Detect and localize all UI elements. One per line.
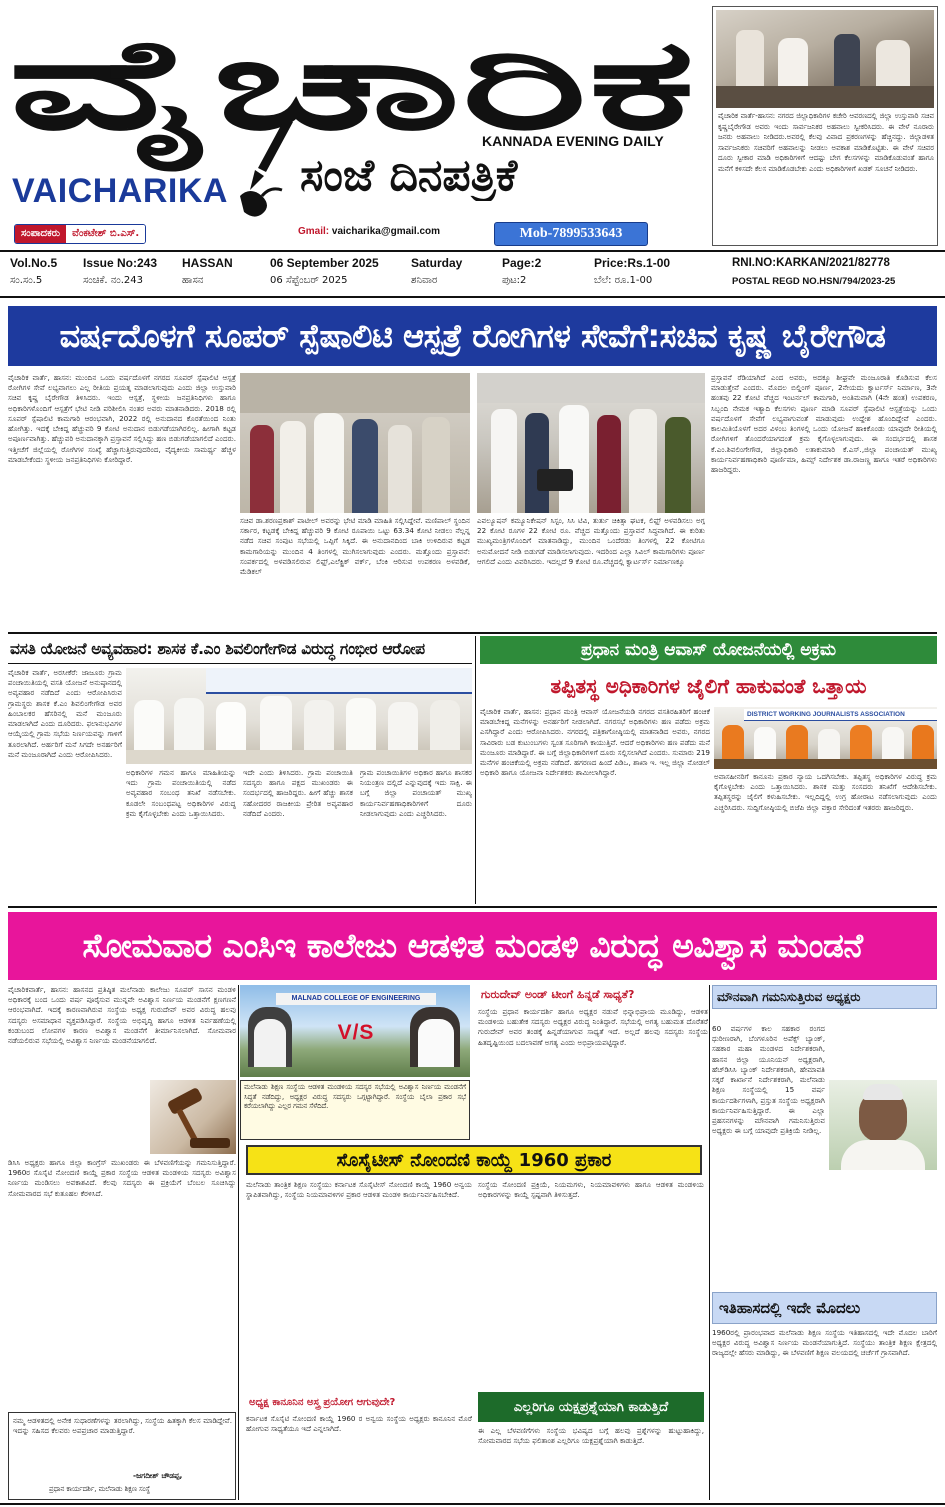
sub1-text: ಸಂಸ್ಥೆಯ ಪ್ರಧಾನ ಕಾರ್ಯದರ್ಶಿ ಹಾಗೂ ಅಧ್ಯಕ್ಷರ ನಡುವೆ ಭಿನ್ನಾಭಿಪ್ರಾಯ ಮೂಡಿದ್ದು, ಆಡಳಿತ ಮಂಡಳಿಯ ಬಹುತೇಕ ಸದಸ್ಯರು ಅಧ್ಯಕ್ಷರ ವಿರುದ್ಧ ನಿಂತಿದ್ದಾರೆ. ಸಭೆಯಲ್ಲಿ ಅಗತ್ಯ ಬಹುಮತ ದೊರೆತರೆ ಗುರುದೇವ್ ಅವರ ತಂಡಕ್ಕೆ ಹಿನ್ನಡೆಯಾಗುವ ಸಾಧ್ಯತೆ ಇದೆ. ಅಲ್ಲದೆ ಹಲವು ಸದಸ್ಯರು ಸಂಸ್ಥೆಯ ಹಿತದೃಷ್ಟಿಯಿಂದ ಬದಲಾವಣೆ ಅಗತ್ಯ ಎಂದು ಅಭಿಪ್ರಾಯಪಟ್ಟಿದ್ದಾರೆ. [478,1007,708,1047]
sub6-text: 1960ರಲ್ಲಿ ಪ್ರಾರಂಭವಾದ ಮಲೆನಾಡು ಶಿಕ್ಷಣ ಸಂಸ್ಥೆಯ ಇತಿಹಾಸದಲ್ಲಿ ಇದೇ ಮೊದಲ ಬಾರಿಗೆ ಅಧ್ಯಕ್ಷರ ವಿರುದ್ಧ ಅವಿಶ್ವಾಸ ನಿರ್ಣಯ ಮಂಡನೆಯಾಗುತ್ತಿದೆ. ಸಂಸ್ಥೆಯು ತಾಂತ್ರಿಕ ಶಿಕ್ಷಣ ಕ್ಷೇತ್ರದಲ್ಲಿ ರಾಜ್ಯದಲ್ಲೇ ಹೆಸರು ಮಾಡಿದ್ದು, ಈ ಬೆಳವಣಿಗೆ ಶಿಕ್ಷಣ ವಲಯದಲ್ಲಿ ಚರ್ಚೆಗೆ ಗ್ರಾಸವಾಗಿದೆ. [712,1328,937,1358]
divider-2 [8,906,937,908]
sub5-text: 60 ವರ್ಷಗಳ ಕಾಲ ಸಹಕಾರ ರಂಗದ ಧುರೀಣರಾಗಿ, ಬೆಂಗಳೂರಿನ ಅಪೆಕ್ಸ್ ಬ್ಯಾಂಕ್, ಸಹಕಾರ ಮಹಾ ಮಂಡಳದ ನಿರ್ದೇಶಕರಾಗಿ, ಹಾಸನ ಜಿಲ್ಲಾ ಯೂನಿಯನ್ ಅಧ್ಯಕ್ಷರಾಗಿ, ಹೆಚ್‌ಡಿಸಿಸಿ ಬ್ಯಾಂಕ್ ನಿರ್ದೇಶಕರಾಗಿ, ಹೇಮಾವತಿ ಸಕ್ಕರೆ ಕಾರ್ಖಾನೆ ನಿರ್ದೇಶಕರಾಗಿ, ಮಲೆನಾಡು ಶಿಕ್ಷಣ ಸಂಸ್ಥೆಯಲ್ಲಿ 15 ವರ್ಷ ಕಾರ್ಯದರ್ಶಿಗಳಾಗಿ, ಪ್ರಸ್ತುತ ಸಂಸ್ಥೆಯ ಅಧ್ಯಕ್ಷರಾಗಿ ಕಾರ್ಯನಿರ್ವಹಿಸುತ್ತಿದ್ದಾರೆ. ಈ ಎಲ್ಲಾ ಪ್ರಹಸನಗಳನ್ನು ಮೌನವಾಗಿ ಗಮನಿಸುತ್ತಿರುವ ಅಧ್ಯಕ್ಷರು ಈ ಬಗ್ಗೆ ಯಾವುದೇ ಪ್ರತಿಕ್ರಿಯೆ ನೀಡಿಲ್ಲ. [712,1024,825,1136]
article3-headline1: ಪ್ರಧಾನ ಮಂತ್ರಿ ಆವಾಸ್ ಯೋಜನೆಯಲ್ಲಿ ಅಕ್ರಮ [480,636,937,664]
article1-col2: ಸಚಿವ ಡಾ.ಶರಣಪ್ರಕಾಶ್ ಪಾಟೀಲ್ ಅವರನ್ನು ಭೇಟಿ ಮಾಡಿ ಮಾಹಿತಿ ಸಲ್ಲಿಸಿದ್ದೇವೆ. ಮಣಿಪಾಲ್ ಸ್ಥಂದಿನ ಸರ್ಕಾರ, ಕಟ್ಟಡಕ್ಕೆ ಬೇಕಿದ್ದ ಹೆಚ್ಚುವರಿ 9 ಕೋಟಿ ರೂಪಾಯಿ ಒಟ್ಟು 63.34 ಕೋಟಿ ನೀಡಲು ನೆಲ್ಲನ್ನ ನಡೆದ ಸಚಿವ ಸಂಪುಟ ಸಭೆಯಲ್ಲಿ ಒಪ್ಪಿಗೆ ಸಿಕ್ಕಿದೆ. ಈ ಅನುದಾನದಿಂದ ಬಾಕಿ ಉಳಿದಿರುವ ಕಟ್ಟಡ ಕಾಮಗಾರಿಯನ್ನು ಮುಂದಿನ 4 ತಿಂಗಳಲ್ಲಿ ಮುಗಿಸಲಾಗುವುದು ಎಂದರು. ಮತ್ತೊಂದು ಪ್ರಸ್ತಾವನೆ: ಸಂಪರ್ಕದಲ್ಲಿ ಅಳವಡಿಸಲಿರುವ ಲಿಫ್ಟ್,ಎಲೆಕ್ಟ್ರಿಕ್ ವರ್ಕ್, ಬೆಂಕಿ ಆರಿಸುವ ಉಪಕರಣ ಅಳವಡಿಕೆ, ಮೆಡಿಕಲ್ [240,516,470,577]
editor-badge [14,224,146,244]
article1-col1: ವೈಚಾರಿಕ ವಾರ್ತೆ, ಹಾಸನ: ಮುಂದಿನ ಒಂದು ವರ್ಷದೊಳಗೆ ನಗರದ ಸೂಪರ್ ಸ್ಪೆಷಾಲಿಟಿ ಆಸ್ಪತ್ರೆ ರೋಗಿಗಳ ಸೇವೆ ಲಭ್ಯವಾಗಲು ಎಲ್ಲ ರೀತಿಯ ಪ್ರಯತ್ನ ಮಾಡಲಾಗುವುದು ಎಂದು ಜಿಲ್ಲಾ ಉಸ್ತುವಾರಿ ಸಚಿವ ಕೃಷ್ಣ ಬೈರೇಗೌಡ ತಿಳಿಸಿದರು. ಇಂದು ಆಸ್ಪತ್ರೆ, ಸ್ಥಳೀಯ ಜನಪ್ರತಿನಿಧಿಗಳು ಹಾಗೂ ಅಧಿಕಾರಿಗಳೊಂದಿಗೆ ಆಸ್ಪತ್ರೆಗೆ ಭೇಟಿ ನೀಡಿ ಪರಿಶೀಲಿಸಿ ನಂತರ ಅವರು ಮಾತನಾಡಿದರು. 2018 ರಲ್ಲಿ ಸೂಪರ್ ಸ್ಪೆಷಾಲಿಟಿ ಕಾಮಗಾರಿ ಆರಂಭವಾಗಿ, 2022 ರಲ್ಲಿ ಅನುದಾನದ ಕೊರತೆಯಿಂದ ನಿಂತು ಹೋಗಿತ್ತು. ಇದಕ್ಕೆ ಬೇಕಿದ್ದ ಹೆಚ್ಚುವರಿ 9 ಕೋಟಿ ಅನುದಾನ ಬಿಡುಗಡೆಯಾಗಿರಲಿಲ್ಲ. ಹೀಗಾಗಿ ಕಟ್ಟಡ ಅಪೂರ್ಣವಾಗಿತ್ತು. ಹೆಚ್ಚುವರಿ ಅನುದಾನಕ್ಕಾಗಿ ಪ್ರಸ್ತಾವನೆ ಸಲ್ಲಿಸಿದ್ದು ಹಣ ಬಿಡುಗಡೆಯಾಗಲಿದೆ ಎಂದರು. ಇತ್ತೀಚೆಗೆ ಜಿಲ್ಲೆಯಲ್ಲಿ ರೋಗಿಗಳ ಸಂಖ್ಯೆ ಹೆಚ್ಚಾಗುತ್ತಿರುವುದರಿಂದ, ವೈದ್ಯಕೀಯ ಸಾಮರ್ಥ್ಯ ಹೆಚ್ಚಳ ಮಾಡಬೇಕೆಂದು ಸ್ಥಳೀಯ ಜನಪ್ರತಿನಿಧಿಗಳು ಕೋರಿದ್ದಾರೆ. [8,373,236,464]
quote-box-sign2: ಪ್ರಧಾನ ಕಾರ್ಯದರ್ಶಿ, ಮಲೆನಾಡು ಶಿಕ್ಷಣ ಸಂಸ್ಥೆ [49,1485,151,1493]
article1-col3: ಎವಲ್ಯೂಷನ್ ಕಮ್ಯೂನಿಕೇಷನ್ ಸಿಸ್ಟಂ, ಸಿಸಿ ಟಿವಿ, ತುರ್ತು ಚಿಕಿತ್ಸಾ ಘಟಕ, ಲಿಫ್ಟ್ ಅಳವಡಿಸಲು ಅಗ್ಗ 22 ಕೋಟಿ ರೂಗಳ 22 ಕೋಟಿ ರೂ. ವೆಚ್ಚದ ಮತ್ತೊಂದು ಪ್ರಸ್ತಾವನೆ ಸಿದ್ಧವಾಗಿದೆ. ಈ ಕುರಿತು ಮುಖ್ಯಮಂತ್ರಿಗಳೊಂದಿಗೆ ಮಾತನಾಡಿದ್ದು, ಮುಂದಿನ ಒಂದೆರಡು ತಿಂಗಳಲ್ಲಿ 22 ಕೋಟಿಗೂ ಅನುಮೋದನೆ ನೀಡಿ ಬಿಡುಗಡೆ ಮಾಡಿಸಲಾಗುವುದು. ಇದರಿಂದ ಎಲ್ಲಾ ಸಿವಿಲ್ ಕಾಮಗಾರಿಗಳು ಪೂರ್ಣ ಆಗಲಿದೆ ಎಂದು ವಿವರಿಸಿದರು. ಇದಲ್ಲದೆ 9 ಕೋಟಿ ರೂ.ವೆಚ್ಚದಲ್ಲಿ ಕ್ವಾರ್ಟರ್ಸ್ ನಿರ್ಮಾಣಕ್ಕೂ [477,516,705,566]
article2-col1: ವೈಚಾರಿಕ ವಾರ್ತೆ, ಅರಸೀಕೆರೆ: ಜಾಜೂರು ಗ್ರಾಮ ಪಂಚಾಯಿತಿಯಲ್ಲಿ ವಸತಿ ಯೋಜನೆ ಅನುಷ್ಠಾನದಲ್ಲಿ ಅವ್ಯವಹಾರ ನಡೆದಿದೆ ಎಂದು ಆರೋಪಿಸಿರುವ ಗ್ರಾಮಸ್ಥರು ಶಾಸಕ ಕೆ.ಎಂ ಶಿವಲಿಂಗೇಗೌಡ ಅವರ ಹಿಂಬಾಲಕರ ಹೆಸರಿನಲ್ಲಿ ಮನೆ ಮಂಜೂರು ಮಾಡಲಾಗಿದೆ ಎಂದು ದೂರಿದರು. ಫಲಾನುಭವಿಗಳ ಆಯ್ಕೆಯಲ್ಲಿ ಗ್ರಾಮ ಸಭೆಯ ನಿರ್ಣಯವನ್ನು ಗಾಳಿಗೆ ತೂರಲಾಗಿದೆ. ಅರ್ಹರಿಗೆ ಮನೆ ಸಿಗದೇ ಅನರ್ಹರಿಗೆ ಮನೆ ಮಂಜೂರಾಗಿದೆ ಎಂದು ಆರೋಪಿಸಿದರು. [8,668,122,759]
sub3-headline: ಅಧ್ಯಕ್ಷ ಕಾನೂನಿನ ಅಸ್ತ್ರ ಪ್ರಯೋಗ ಆಗುವುದೇ? [249,1396,396,1408]
sub3-text: ಕರ್ನಾಟಕ ಸೊಸೈಟಿ ನೋಂದಣಿ ಕಾಯ್ದೆ 1960 ರ ಅನ್ವಯ ಸಂಸ್ಥೆಯ ಅಧ್ಯಕ್ಷರು ಕಾನೂನಿನ ಮೊರೆ ಹೋಗುವ ಸಾಧ್ಯತೆಯೂ ಇದೆ ಎನ್ನಲಾಗಿದೆ. [246,1414,472,1434]
quote-box-text: ನಮ್ಮ ಆಡಳಿತದಲ್ಲಿ ಅನೇಕ ಸುಧಾರಣೆಗಳನ್ನು ತರಲಾಗಿದ್ದು, ಸಂಸ್ಥೆಯ ಹಿತಕ್ಕಾಗಿ ಕೆಲಸ ಮಾಡಿದ್ದೇವೆ. ಇದನ್ನು ಸಹಿಸದ ಕೆಲವರು ಅಪಪ್ರಚಾರ ಮಾಡುತ್ತಿದ್ದಾರೆ. [13,1416,232,1436]
vertical-rule-a4-2 [709,985,710,1500]
editor-name: ವೆಂಕಟೇಶ್ ಬಿ.ಎಸ್. [66,225,145,243]
kannada-evening-daily: KANNADA EVENING DAILY [482,133,664,149]
sub6-headline: ಇತಿಹಾಸದಲ್ಲಿ ಇದೇ ಮೊದಲು [712,1292,937,1324]
page-no: Page:2 [502,256,542,270]
issue-no: Issue No:243 [83,256,158,270]
quote-box [8,1412,236,1500]
top-news-text: ವೈಚಾರಿಕ ವಾರ್ತೆ-ಹಾಸನ: ನಗರದ ಜಿಲ್ಲಾಧಿಕಾರಿಗಳ ಕಚೇರಿ ಆವರಣದಲ್ಲಿ ಜಿಲ್ಲಾ ಉಸ್ತುವಾರಿ ಸಚಿವ ಕೃಷ್ಣಬೈರೇಗೌಡ ಅವರು ಇಂದು ಸಾರ್ವಜನಿಕರ ಅಹವಾಲು ಸ್ವೀಕರಿಸಿದರು. ಈ ವೇಳೆ ನೂರಾರು ಜನರು ಅಹವಾಲು ನೀಡಿದರು.ಅವರಲ್ಲಿ ಕೆಲವು ವಿವಾದ ಪ್ರಕರಣಗಳನ್ನು ಹೆಚ್ಚಿನದ್ದು. ಜಿಲ್ಲಾಡಳಿತ ಸಾರ್ವಜನಿಕರು ಸಚಿವರಿಗೆ ಅಹವಾಲನ್ನು ನೀಡಲು ಅವಕಾಶ ಮಾಡಿಕೊಟ್ಟಿತು. ಈ ವೇಳೆ ಸಚಿವರ ದೂರು ಸ್ವೀಕಾರ ಮಾಡಿ ಅಧಿಕಾರಿಗಳಿಗೆ ಆದಷ್ಟು ಬೇಗ ಕೆಲಸಗಳನ್ನು ಮಾಡಿಕೊಡುವಂತೆ ಹಾಗೂ ಮನೆಗೆ ಕಳಿಸದೇ ಕೆಲಸ ಮಾಡಿಕೊಡಬೇಕು ಎಂದು ಅಧಿಕಾರಿಗಳಿಗೆ ಖಡಕ್ ಸೂಚನೆ ನೀಡಿದರು. [718,112,934,173]
article2-col2: ಅಧಿಕಾರಿಗಳ ಗಮನ ಹಾಗೂ ಮಾಹಿತಿಯನ್ನು ಇದು ಗ್ರಾಮ ಪಂಚಾಯಿತಿಯಲ್ಲಿ ನಡೆದ ಅವ್ಯವಹಾರ ಸಂಬಂಧ ತನಿಖೆ ನಡೆಸಬೇಕು. ಕೂಡಲೇ ಸಂಬಂಧಪಟ್ಟ ಅಧಿಕಾರಿಗಳ ವಿರುದ್ಧ ಕ್ರಮ ಕೈಗೊಳ್ಳಬೇಕು ಎಂದು ಒತ್ತಾಯಿಸಿದರು. [126,768,236,818]
article4-col1: ವೈಚಾರಿಕವಾರ್ತೆ, ಹಾಸನ: ಹಾಸನದ ಪ್ರತಿಷ್ಠಿತ ಮಲೆನಾಡು ಕಾಲೇಜು ಸೂಪರ್ ಸಾಸನ ಮಂಡಳಿ ಅಧಿಕಾರಕ್ಕೆ ಬಂದ ಒಂದು ವರ್ಷ ಪೂರೈಸುವ ಮುನ್ನವೇ ಅವಿಶ್ವಾಸ ನಿರ್ಣಯ ಮಂಡನೆಗೆ ಕ್ಷಣಗಣನೆ ಆರಂಭವಾಗಿದೆ. ಇದಕ್ಕೆ ಕಾರಣವಾಗಿರುವ ಸಂಸ್ಥೆಯ ಅಧ್ಯಕ್ಷ ಗುರುದೇವ್ ಅವರ ವಿರುದ್ಧ ಹಲವು ಸದಸ್ಯರು ಅಸಮಾಧಾನ ವ್ಯಕ್ತಪಡಿಸಿದ್ದಾರೆ. ಸಂಸ್ಥೆಯ ಅಭಿವೃದ್ಧಿ ಹಾಗೂ ಆಡಳಿತ ನಿರ್ವಹಣೆಯಲ್ಲಿ ಕಂಡುಬಂದ ಲೋಪಗಳ ಕಾರಣ ಅವಿಶ್ವಾಸ ಮಂಡನೆಗೆ ತೀರ್ಮಾನಿಸಲಾಗಿದೆ. ಸೋಮವಾರ ನಡೆಯಲಿರುವ ಸಭೆಯಲ್ಲಿ ಅವಿಶ್ವಾಸ ನಿರ್ಣಯ ಮಂಡನೆಯಾಗಲಿದೆ. [8,985,236,1046]
masthead-subtitle-kn: ಸಂಜೆ ದಿನಪತ್ರಿಕೆ [300,150,518,201]
article1-photo1 [240,373,470,513]
masthead-title-kn: ವೈಚಾರಿಕ [8,11,369,158]
bottom-rule [0,1503,945,1505]
college-photo [240,985,470,1077]
article2-headline: ವಸತಿ ಯೋಜನೆ ಅವ್ಯವಹಾರ: ಶಾಸಕ ಕೆ.ಎಂ ಶಿವಲಿಂಗೇಗೌಡ ವಿರುದ್ಧ ಗಂಭೀರ ಆರೋಪ [8,636,472,662]
dateline-en [10,256,710,273]
gmail-label: Gmail: [298,226,330,237]
vertical-rule-mid [475,636,476,904]
rni-no: RNI.NO:KARKAN/2021/82778 [732,257,890,269]
dateline [0,253,945,295]
article3-col2: ಅವಾಸಹೀನರಿಗೆ ಕಾನೂನು ಪ್ರಕಾರ ನ್ಯಾಯ ಒದಗಿಸಬೇಕು. ತಪ್ಪಿತಸ್ಥ ಅಧಿಕಾರಿಗಳ ವಿರುದ್ಧ ಕ್ರಮ ಕೈಗೊಳ್ಳಬೇಕು ಎಂದು ಒತ್ತಾಯಿಸಿದರು. ಶಾಸಕ ಮತ್ತು ಸಂಸದರು ತನಿಖೆಗೆ ಆದೇಶಿಸಬೇಕು. ತಪ್ಪಿತಸ್ಥರನ್ನು ಜೈಲಿಗೆ ಕಳುಹಿಸಬೇಕು. ಇಲ್ಲದಿದ್ದಲ್ಲಿ ಉಗ್ರ ಹೋರಾಟ ನಡೆಸಲಾಗುವುದು ಎಂದು ಎಚ್ಚರಿಸಿದರು. ಸುದ್ದಿಗೋಷ್ಠಿಯಲ್ಲಿ ಬಿಜೆಪಿ ಜಿಲ್ಲಾ ವಕ್ತಾರ ಸೇರಿದಂತೆ ಇತರರು ಹಾಜರಿದ್ದರು. [714,772,937,812]
article1-headline: ವರ್ಷದೊಳಗೆ ಸೂಪರ್ ಸ್ಪೆಷಾಲಿಟಿ ಆಸ್ಪತ್ರೆ ರೋಗಿಗಳ ಸೇವೆಗೆ:ಸಚಿವ ಕೃಷ್ಣ ಬೈರೇಗೌಡ [8,306,937,366]
article3-col1: ವೈಚಾರಿಕ ವಾರ್ತೆ, ಹಾಸನ: ಪ್ರಧಾನ ಮಂತ್ರಿ ಆವಾಸ್ ಯೋಜನೆಯಡಿ ನಗರದ ವಸತಿರಹಿತರಿಗೆ ಹಂಚಿಕೆ ಮಾಡಬೇಕಿದ್ದ ಮನೆಗಳನ್ನು ಅನರ್ಹರಿಗೆ ನೀಡಲಾಗಿದೆ. ನಗರಸಭೆ ಅಧಿಕಾರಿಗಳು ಹಣ ಪಡೆದು ಅಕ್ರಮ ಎಸಗಿದ್ದಾರೆ ಎಂದು ಆರೋಪಿಸಿದರು. ನಗರದಲ್ಲಿ ಪತ್ರಿಕಾಗೋಷ್ಠಿಯಲ್ಲಿ ಮಾತನಾಡಿದ ಅವರು, ನಗರದ ಸಾವಿರಾರು ಬಡ ಕುಟುಂಬಗಳು ಸ್ವಂತ ಸೂರಿಗಾಗಿ ಕಾಯುತ್ತಿವೆ. ಆದರೆ ಅಧಿಕಾರಿಗಳು ಹಣ ಪಡೆದು ಮನೆ ಮಂಜೂರು ಮಾಡಿದ್ದಾರೆ. ಈ ಬಗ್ಗೆ ಜಿಲ್ಲಾಧಿಕಾರಿಗಳಿಗೆ ದೂರು ಸಲ್ಲಿಸಲಾಗಿದೆ ಎಂದರು. ಸುಮಾರು 219 ಮನೆಗಳ ಹಂಚಿಕೆಯಲ್ಲಿ ಅಕ್ರಮ ನಡೆದಿದೆ. ಹಗರಣದ ಹಿಂದೆ ಪಿಡಿಒ, ಶಾಖಾ ಇ. ಇಲ್ಲ ಜಿಲ್ಲಾ ನೋಡಲ್ ಅಧಿಕಾರಿ ಹಾಗೂ ಯೋಜನಾ ನಿರ್ದೇಶಕರು ಶಾಮೀಲಾಗಿದ್ದಾರೆ. [480,707,710,778]
gavel-photo [150,1080,236,1154]
vertical-rule-a4-1 [238,985,239,1500]
city: HASSAN [182,256,233,270]
article3-headline2: ತಪ್ಪಿತಸ್ಥ ಅಧಿಕಾರಿಗಳ ಜೈಲಿಗೆ ಹಾಕುವಂತೆ ಒತ್ತಾಯ [480,669,937,703]
page-no-kn: ಪುಟ:2 [502,275,527,286]
vol-no-kn: ಸಂ.ಸಂ.5 [10,275,43,286]
price-kn: ಬೆಲೆ: ರೂ.1-00 [594,275,653,286]
quote-box-sign: -ಜಗದೀಶ್ ಚೌಡಪ್ಪ, [133,1471,183,1480]
masthead [0,0,710,248]
issue-no-kn: ಸಂಚಿಕೆ. ನಂ.243 [83,275,143,286]
sub5-headline: ಮೌನವಾಗಿ ಗಮನಿಸುತ್ತಿರುವ ಅಧ್ಯಕ್ಷರು [712,985,937,1009]
city-kn: ಹಾಸನ [182,275,204,286]
date-kn: 06 ಸೆಪ್ಟೆಂಬರ್ 2025 [270,275,348,286]
top-news-box [712,6,938,246]
article2-photo [126,668,472,764]
president-photo [829,1080,937,1170]
divider-1 [8,632,937,634]
sub4-headline: ಎಲ್ಲರಿಗೂ ಯಕ್ಷಪ್ರಶ್ನೆಯಾಗಿ ಕಾಡುತ್ತಿದೆ [478,1392,704,1422]
article3-photo-banner: DISTRICT WORKING JOURNALISTS ASSOCIATION [744,709,937,721]
dateline-kn [10,275,710,291]
price: Price:Rs.1-00 [594,256,671,270]
mobile-badge: Mob-7899533643 [494,222,648,246]
top-news-photo [716,10,934,108]
date: 06 September 2025 [270,256,379,270]
article1-col4: ಪ್ರಸ್ತಾವನೆ ರೆಡಿಯಾಗಿದೆ ಎಂದ ಅವರು, ಅದಕ್ಕೂ ಶೀಘ್ರವೇ ಮಂಜೂರಾತಿ ಕೊಡಿಸುವ ಕೆಲಸ ಮಾಡುತ್ತೇವೆ ಎಂದರು. ಮೊದಲ ಬಿಲ್ಡಿಂಗ್ ಪೂರ್ಣ, 2ನೇಯದು ಕ್ವಾರ್ಟರ್ಸ್ ನಿರ್ಮಾಣ, 3ನೇ ಹಂತವು 22 ಕೋಟಿ ವೆಚ್ಚದ ಇಂಟರ್ನಲ್ ಕಾಮಗಾರಿ, ಅಂತಿಮವಾಗಿ (4ನೇ ಹಂತ) ಉಪಕರಣ, ಸಿಬ್ಬಂದಿ ನೇಮಕ ಇತ್ಯಾದಿ ಕೆಲಸಗಳು ಪೂರ್ಣ ಮಾಡಿ ಸೂಪರ್ ಸ್ಪೆಷಾಲಿಟಿ ಆಸ್ಪತ್ರೆಯನ್ನು ಒಂದು ವರ್ಷದೊಳಗೆ ಸೇವೆಗೆ ಲಭ್ಯವಾಗುವಂತೆ ಮಾಡುವುದು ಉದ್ದೇಶ ಹೊಂದಿದ್ದೇವೆ ಎಂದರು. ಕಾಲಮಿತಿಯೊಳಗೆ ಅದರ ವಿಳಂಬ ತಿಂಗಳಲ್ಲಿ ಒಂದು ಯೋಜನೆ ಹಾಕಿಕೊಂಡು ಯಾವುದೇ ರೀತಿಯಲ್ಲಿ ರೋಗಿಗಳಿಗೆ ತೊಂದರೆಯಾಗದಂತೆ ಕ್ರಮ ಕೈಗೊಳ್ಳಲಾಗುವುದು. ಈ ಸಂದರ್ಭದಲ್ಲಿ ಶಾಸಕ ಕೆ.ಎಂ.ಶಿವಲಿಂಗೇಗೌಡ, ಜಿಲ್ಲಾಧಿಕಾರಿ ಲತಾಕುಮಾರಿ ಕೆ.ಎಸ್.,ಜಿಲ್ಲಾ ಪಂಚಾಯತ್ ಮುಖ್ಯ ಕಾರ್ಯನಿರ್ವಹಣಾಧಿಕಾರಿ ಪೂರ್ಣಿಮಾ, ಹಿಮ್ಸ್ ನಿರ್ದೇಶಕ ಡಾ.ರಾಜಣ್ಣ ಹಾಗೂ ಇತರೆ ಅಧಿಕಾರಿಗಳು ಹಾಜರಿದ್ದರು. [711,373,937,474]
article2-head-rule [8,663,472,664]
sub1-headline: ಗುರುದೇವ್ ಅಂಡ್ ಟೀಂಗೆ ಹಿನ್ನಡೆ ಸಾಧ್ಯತೆ? [481,988,635,1001]
gavel-icon [150,1080,236,1154]
sub2-headline: ಸೊಸೈಟೀಸ್ ನೋಂದಣಿ ಕಾಯ್ದೆ 1960 ಪ್ರಕಾರ [246,1145,702,1175]
sub2-col2: ಸಂಸ್ಥೆಯ ನೋಂದಣಿ ಪ್ರಕ್ರಿಯೆ, ನಿಯಮಗಳು, ನಿಯಮಾವಳಿಗಳು ಹಾಗೂ ಆಡಳಿತ ಮಂಡಳಿಯ ಅಧಿಕಾರಗಳನ್ನು ಕಾಯ್ದೆ ಸ್ಪಷ್ಟವಾಗಿ ತಿಳಿಸುತ್ತದೆ. [478,1180,704,1200]
postal-regd: POSTAL REGD NO.HSN/794/2023-25 [732,276,896,287]
dateline-rule-top [0,250,945,252]
article2-photo-banner [206,668,472,694]
article4-headline: ಸೋಮವಾರ ಎಂಸಿಇ ಕಾಲೇಜು ಆಡಳಿತ ಮಂಡಳಿ ವಿರುದ್ಧ ಅವಿಶ್ವಾಸ ಮಂಡನೆ [8,912,937,980]
weekday: Saturday [411,256,463,270]
article3-photo [714,707,937,769]
weekday-kn: ಶನಿವಾರ [411,275,438,286]
article2-col4: ಗ್ರಾಮ ಪಂಚಾಯಿತಿಗಳ ಅಧಿಕಾರ ಹಾಗೂ ಶಾಸಕರ ನಿಯಂತ್ರಣ ದಲ್ಲಿದೆ ಎನ್ನುವುದಕ್ಕೆ ಇದು ಸಾಕ್ಷಿ. ಈ ಬಗ್ಗೆ ಜಿಲ್ಲಾ ಪಂಚಾಯತ್ ಮುಖ್ಯ ಕಾರ್ಯನಿರ್ವಹಣಾಧಿಕಾರಿಗಳಿಗೆ ದೂರು ನೀಡಲಾಗುವುದು ಎಂದು ಎಚ್ಚರಿಸಿದರು. [360,768,472,818]
dateline-rule-bottom [0,296,945,298]
vol-no: Vol.No.5 [10,256,58,270]
sub2-col1: ಮಲೆನಾಡು ತಾಂತ್ರಿಕ ಶಿಕ್ಷಣ ಸಂಸ್ಥೆಯು ಕರ್ನಾಟಕ ಸೊಸೈಟೀಸ್ ನೋಂದಣಿ ಕಾಯ್ದೆ 1960 ಅನ್ವಯ ಸ್ಥಾಪಿತವಾಗಿದ್ದು, ಸಂಸ್ಥೆಯ ನಿಯಮಾವಳಿಗಳ ಪ್ರಕಾರ ಆಡಳಿತ ಮಂಡಳಿ ಕಾರ್ಯನಿರ್ವಹಿಸಬೇಕಿದೆ. [246,1180,472,1200]
gmail-line [298,226,440,237]
masthead-title-en: VAICHARIKA [12,172,228,210]
vs-label: V/S [337,1021,375,1044]
article1-photo2 [477,373,705,513]
editor-label: ಸಂಪಾದಕರು [15,225,66,243]
sub4-text: ಈ ಎಲ್ಲ ಬೆಳವಣಿಗೆಗಳು ಸಂಸ್ಥೆಯ ಭವಿಷ್ಯದ ಬಗ್ಗೆ ಹಲವು ಪ್ರಶ್ನೆಗಳನ್ನು ಹುಟ್ಟುಹಾಕಿದ್ದು, ಸೋಮವಾರದ ಸಭೆಯ ಫಲಿತಾಂಶ ಎಲ್ಲರಿಗೂ ಯಕ್ಷಪ್ರಶ್ನೆಯಾಗಿ ಕಾಡುತ್ತಿದೆ. [478,1426,704,1446]
article4-col1b: ಡಿಸಿಸಿ ಅಧ್ಯಕ್ಷರು ಹಾಗೂ ಜಿಲ್ಲಾ ಕಾಂಗ್ರೆಸ್ ಮುಖಂಡರು ಈ ಬೆಳವಣಿಗೆಯನ್ನು ಗಮನಿಸುತ್ತಿದ್ದಾರೆ. 1960ರ ಸೊಸೈಟಿ ನೋಂದಣಿ ಕಾಯ್ದೆ ಪ್ರಕಾರ ಸಂಸ್ಥೆಯ ಆಡಳಿತ ಮಂಡಳಿಯ ಸದಸ್ಯರು ಅವಿಶ್ವಾಸ ನಿರ್ಣಯ ಮಂಡಿಸಲು ಅವಕಾಶವಿದೆ. ಕೆಲವು ಸದಸ್ಯರು ಈ ಪ್ರಕ್ರಿಯೆಗೆ ಬೆಂಬಲ ಸೂಚಿಸಿದ್ದು ಸೋಮವಾರದ ಸಭೆ ಕುತೂಹಲ ಕೆರಳಿಸಿದೆ. [8,1158,236,1198]
college-photo-caption: ಮಲೆನಾಡು ಶಿಕ್ಷಣ ಸಂಸ್ಥೆಯ ಆಡಳಿತ ಮಂಡಳಿಯ ಸದಸ್ಯರ ಸಭೆಯಲ್ಲಿ ಅವಿಶ್ವಾಸ ನಿರ್ಣಯ ಮಂಡನೆಗೆ ಸಿದ್ಧತೆ ನಡೆದಿದ್ದು, ಅಧ್ಯಕ್ಷರ ವಿರುದ್ಧ ಸದಸ್ಯರು ಒಗ್ಗಟ್ಟಾಗಿದ್ದಾರೆ. ಸಂಸ್ಥೆಯ ಬೈಲಾ ಪ್ರಕಾರ ಸಭೆ ಕರೆಯಲಾಗಿದ್ದು ಎಲ್ಲರ ಗಮನ ಸೆಳೆದಿದೆ. [240,1080,470,1140]
article2-col3: ಇದೇ ಎಂದು ತಿಳಿಸಿದರು. ಗ್ರಾಮ ಪಂಚಾಯಿತಿ ಸದಸ್ಯರು ಹಾಗೂ ಪಕ್ಷದ ಮುಖಂಡರು ಈ ಸಂದರ್ಭದಲ್ಲಿ ಹಾಜರಿದ್ದರು. ಹೀಗೆ ಹೆಚ್ಚು ಶಾಸಕ ಸಹೋದರರ ರಾಜಕೀಯ ಪ್ರೇರಿತ ಅವ್ಯವಹಾರ ನಡೆದಿದೆ ಎಂದರು. [243,768,353,818]
gmail-address: vaicharika@gmail.com [331,226,441,237]
college-sign: MALNAD COLLEGE OF ENGINEERING [276,993,436,1005]
